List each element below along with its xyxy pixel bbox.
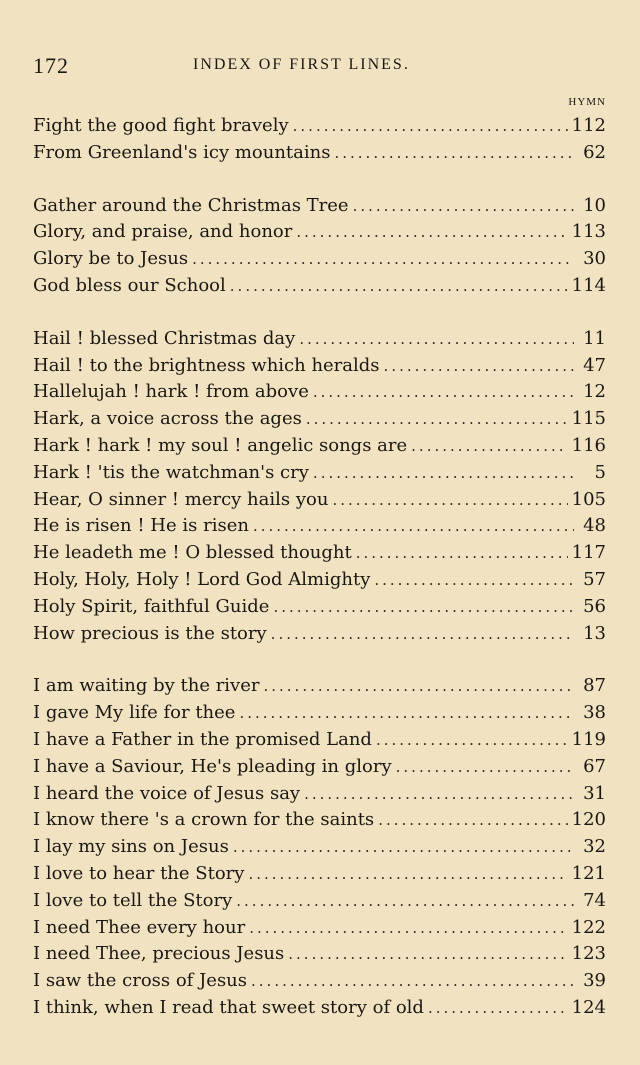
first-line-text: God bless our School	[33, 274, 226, 296]
dot-leader	[428, 995, 568, 1022]
dot-leader	[356, 540, 568, 567]
hymn-column-label: HYMN	[568, 96, 606, 108]
index-entry	[33, 379, 606, 406]
dot-leader	[253, 513, 574, 540]
page-number: 172	[33, 53, 69, 78]
index-entry	[33, 406, 606, 433]
first-line-text: Holy, Holy, Holy ! Lord God Almighty	[33, 568, 371, 590]
index-entry	[33, 487, 606, 514]
hymn-number: 74	[583, 889, 606, 911]
hymn-number: 48	[583, 515, 606, 537]
index-entry	[33, 781, 606, 808]
dot-leader	[378, 807, 567, 834]
dot-leader	[192, 246, 574, 273]
dot-leader	[411, 433, 567, 460]
dot-leader	[332, 487, 567, 514]
hymn-number: 119	[571, 728, 606, 750]
hymn-number: 123	[571, 943, 606, 965]
dot-leader	[230, 273, 568, 300]
hymn-number: 114	[571, 274, 606, 296]
hymn-number: 38	[583, 702, 606, 724]
hymn-number: 116	[571, 434, 606, 456]
index-entry	[33, 567, 606, 594]
index-entry	[33, 594, 606, 621]
dot-leader	[304, 781, 574, 808]
first-line-text: Holy Spirit, faithful Guide	[33, 595, 270, 617]
index-group	[33, 673, 606, 1021]
index-entry	[33, 513, 606, 540]
hymn-number: 117	[571, 542, 606, 564]
index-entry	[33, 193, 606, 220]
index-entry	[33, 246, 606, 273]
hymn-number: 56	[583, 595, 606, 617]
dot-leader	[313, 379, 574, 406]
first-line-text: Glory, and praise, and honor	[33, 221, 293, 243]
first-line-text: I know there 's a crown for the saints	[33, 809, 375, 831]
index-entry	[33, 673, 606, 700]
first-line-text: I saw the cross of Jesus	[33, 970, 248, 992]
dot-leader	[251, 968, 574, 995]
first-line-text: Hail ! blessed Christmas day	[33, 327, 296, 349]
dot-leader	[353, 193, 574, 220]
dot-leader	[233, 834, 574, 861]
index-entry	[33, 540, 606, 567]
dot-leader	[376, 727, 568, 754]
first-line-text: He is risen ! He is risen	[33, 515, 249, 537]
dot-leader	[306, 406, 568, 433]
hymn-number: 120	[571, 809, 606, 831]
index-entry	[33, 861, 606, 888]
dot-leader	[296, 219, 567, 246]
hymn-number: 13	[583, 622, 606, 644]
first-line-text: I gave My life for thee	[33, 702, 236, 724]
hymn-number: 122	[571, 916, 606, 938]
hymn-number: 57	[583, 568, 606, 590]
hymn-number: 12	[583, 381, 606, 403]
running-title: INDEX OF FIRST LINES.	[193, 56, 410, 73]
index-group	[33, 113, 606, 167]
dot-leader	[299, 326, 574, 353]
index-entry	[33, 968, 606, 995]
dot-leader	[248, 861, 567, 888]
first-line-text: Hark ! hark ! my soul ! angelic songs are	[33, 434, 408, 456]
index-entry	[33, 995, 606, 1022]
first-line-text: Hark ! 'tis the watchman's cry	[33, 461, 309, 483]
dot-leader	[273, 594, 574, 621]
dot-leader	[271, 621, 574, 648]
first-line-text: How precious is the story	[33, 622, 267, 644]
dot-leader	[288, 941, 567, 968]
index-entry	[33, 219, 606, 246]
first-line-text: I am waiting by the river	[33, 675, 260, 697]
hymn-number: 115	[571, 408, 606, 430]
index-entry	[33, 727, 606, 754]
hymn-number: 67	[583, 755, 606, 777]
index-entry	[33, 113, 606, 140]
index-entry	[33, 915, 606, 942]
dot-leader	[249, 915, 567, 942]
page-header	[33, 53, 610, 83]
index-entry	[33, 353, 606, 380]
first-line-text: Glory be to Jesus	[33, 248, 189, 270]
first-line-text: Hail ! to the brightness which heralds	[33, 354, 380, 376]
index-group	[33, 193, 606, 300]
first-line-text: I heard the voice of Jesus say	[33, 782, 301, 804]
index-entry	[33, 460, 606, 487]
dot-leader	[239, 700, 574, 727]
hymn-number: 5	[594, 461, 606, 483]
index-entry	[33, 273, 606, 300]
dot-leader	[293, 113, 568, 140]
hymn-number: 62	[583, 141, 606, 163]
hymn-number: 31	[583, 782, 606, 804]
hymn-number: 87	[583, 675, 606, 697]
hymn-number: 30	[583, 248, 606, 270]
index-entry	[33, 433, 606, 460]
hymn-number: 124	[571, 996, 606, 1018]
first-line-text: I love to hear the Story	[33, 862, 245, 884]
first-line-text: I think, when I read that sweet story of old	[33, 996, 424, 1018]
dot-leader	[396, 754, 574, 781]
first-line-text: Gather around the Christmas Tree	[33, 194, 349, 216]
hymn-number: 10	[583, 194, 606, 216]
index-entry	[33, 834, 606, 861]
first-line-text: He leadeth me ! O blessed thought	[33, 542, 352, 564]
hymn-number: 105	[571, 488, 606, 510]
hymn-number: 11	[583, 327, 606, 349]
index-entry	[33, 700, 606, 727]
index-entry	[33, 621, 606, 648]
hymn-number: 113	[571, 221, 606, 243]
hymn-number: 32	[583, 836, 606, 858]
dot-leader	[263, 673, 574, 700]
first-line-text: Hear, O sinner ! mercy hails you	[33, 488, 329, 510]
index-entry	[33, 888, 606, 915]
index-entry	[33, 807, 606, 834]
first-line-text: Hallelujah ! hark ! from above	[33, 381, 309, 403]
first-lines-index	[33, 113, 606, 1048]
hymn-number: 47	[583, 354, 606, 376]
first-line-text: I have a Saviour, He's pleading in glory	[33, 755, 392, 777]
first-line-text: I have a Father in the promised Land	[33, 728, 372, 750]
hymn-number: 39	[583, 970, 606, 992]
dot-leader	[334, 140, 574, 167]
first-line-text: From Greenland's icy mountains	[33, 141, 331, 163]
first-line-text: I need Thee every hour	[33, 916, 246, 938]
first-line-text: Hark, a voice across the ages	[33, 408, 302, 430]
dot-leader	[236, 888, 574, 915]
first-line-text: I need Thee, precious Jesus	[33, 943, 285, 965]
first-line-text: Fight the good fight bravely	[33, 115, 289, 136]
dot-leader	[384, 353, 574, 380]
index-entry	[33, 140, 606, 167]
index-group	[33, 326, 606, 648]
dot-leader	[313, 460, 574, 487]
index-entry	[33, 941, 606, 968]
first-line-text: I lay my sins on Jesus	[33, 836, 229, 858]
dot-leader	[374, 567, 574, 594]
index-entry	[33, 754, 606, 781]
first-line-text: I love to tell the Story	[33, 889, 233, 911]
hymn-number: 112	[571, 115, 606, 136]
hymn-number: 121	[571, 862, 606, 884]
index-entry	[33, 326, 606, 353]
